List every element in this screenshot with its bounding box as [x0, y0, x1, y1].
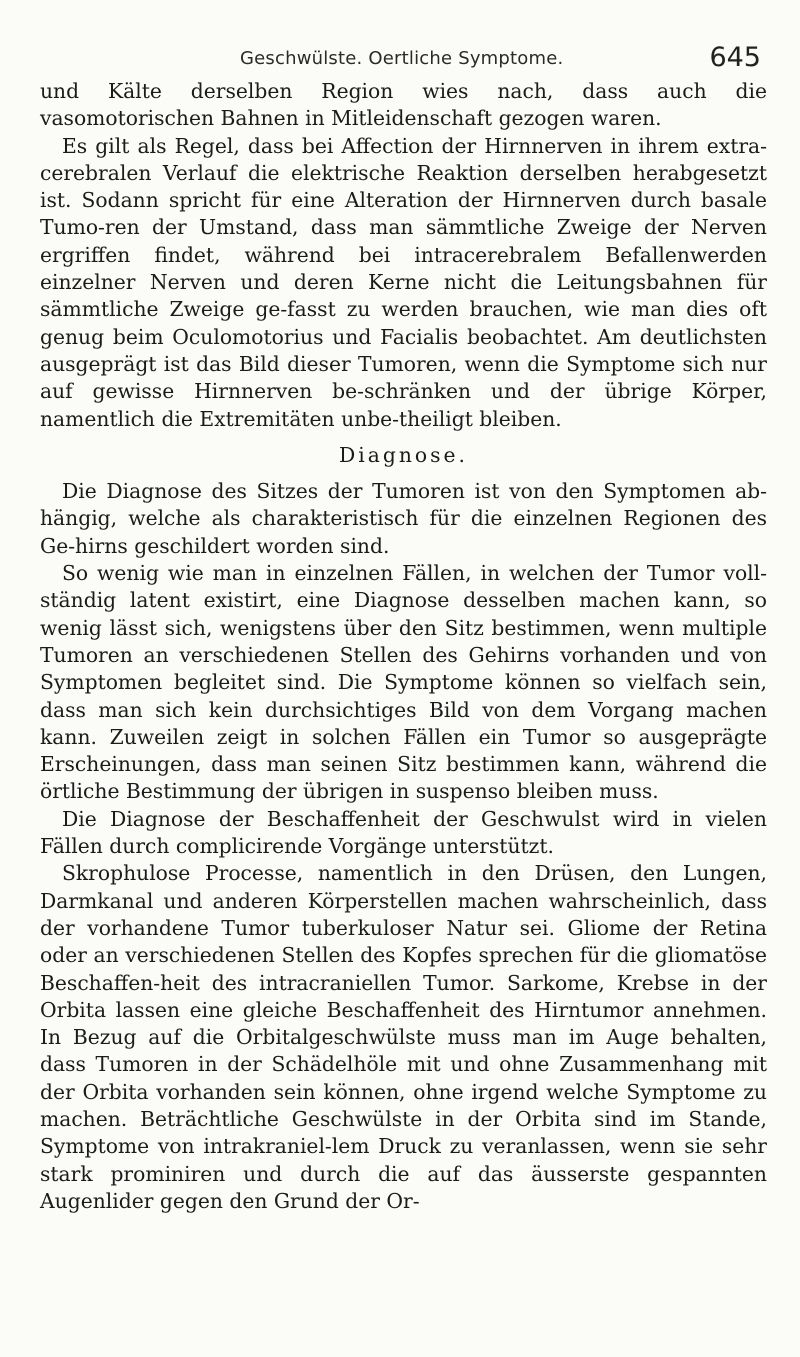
paragraph: Die Diagnose der Beschaffenheit der Geschwulst wird in vielen Fällen durch complicirende Vorgänge unterstützt. — [40, 806, 767, 859]
section-heading: Diagnose. — [339, 442, 468, 467]
paragraph: Es gilt als Regel, dass bei Affection der Hirnnerven in ihrem extra-cerebralen Verlauf die elektrische Reaktion derselben herabgesetzt ist. Sodann spricht für eine Alteration der Hirnnerven durch basale Tumo-ren der Umstand, dass man sämmtliche Zweige der Nerven ergriffen findet, während bei intracerebralem Befallenwerden einzelner Nerven und deren Kerne nicht die Leitungsbahnen für sämmtliche Zweige ge-fasst zu werden brauchen, wie man dies oft genug beim Oculomotorius und Facialis beobachtet. Am deutlichsten ausgeprägt ist das Bild dieser Tumoren, wenn die Symptome sich nur auf gewisse Hirnnerven be-schränken und der übrige Körper, namentlich die Extremitäten unbe-theiligt bleiben. — [40, 133, 767, 431]
paragraph: Skrophulose Processe, namentlich in den Drüsen, den Lungen, Darmkanal und anderen Körperstellen machen wahrscheinlich, dass der vorhandene Tumor tuberkuloser Natur sei. Gliome der Retina oder an verschiedenen Stellen des Kopfes sprechen für die gliomatöse Beschaffen-heit des intracraniellen Tumor. Sarkome, Krebse in der Orbita lassen eine gleiche Beschaffenheit des Hirntumor annehmen. In Bezug auf die Orbitalgeschwülste muss man im Auge behalten, dass Tumoren in der Schädelhöle mit und ohne Zusammenhang mit der Orbita vorhanden sein können, ohne irgend welche Symptome zu machen. Beträchtliche Geschwülste in der Orbita sind im Stande, Symptome von intrakraniel-lem Druck zu veranlassen, wenn sie sehr stark prominiren und durch die auf das äusserste gespannten Augenlider gegen den Grund der Or- — [40, 861, 767, 1213]
page-number: 645 — [709, 42, 761, 73]
body-text — [40, 78, 767, 1215]
paragraph: So wenig wie man in einzelnen Fällen, in welchen der Tumor voll-ständig latent existirt, eine Diagnose desselben machen kann, so wenig lässt sich, wenigstens über den Sitz bestimmen, wenn multiple Tumoren an verschiedenen Stellen des Gehirns vorhanden und von Symptomen begleitet sind. Die Symptome können so vielfach sein, dass man sich kein durchsichtiges Bild von dem Vorgang machen kann. Zuweilen zeigt in solchen Fällen ein Tumor so ausgeprägte Erscheinungen, dass man seinen Sitz bestimmen kann, während die örtliche Bestimmung der übrigen in suspenso bleiben muss. — [40, 561, 767, 804]
running-title: Geschwülste. Oertliche Symptome. — [240, 48, 564, 69]
paragraph: und Kälte derselben Region wies nach, dass auch die vasomotorischen Bahnen in Mitleidenschaft gezogen waren. — [40, 79, 767, 131]
page-header — [40, 40, 767, 78]
paragraph: Die Diagnose des Sitzes der Tumoren ist von den Symptomen ab-hängig, welche als charakteristisch für die einzelnen Regionen des Ge-hirns geschildert worden sind. — [40, 479, 767, 558]
